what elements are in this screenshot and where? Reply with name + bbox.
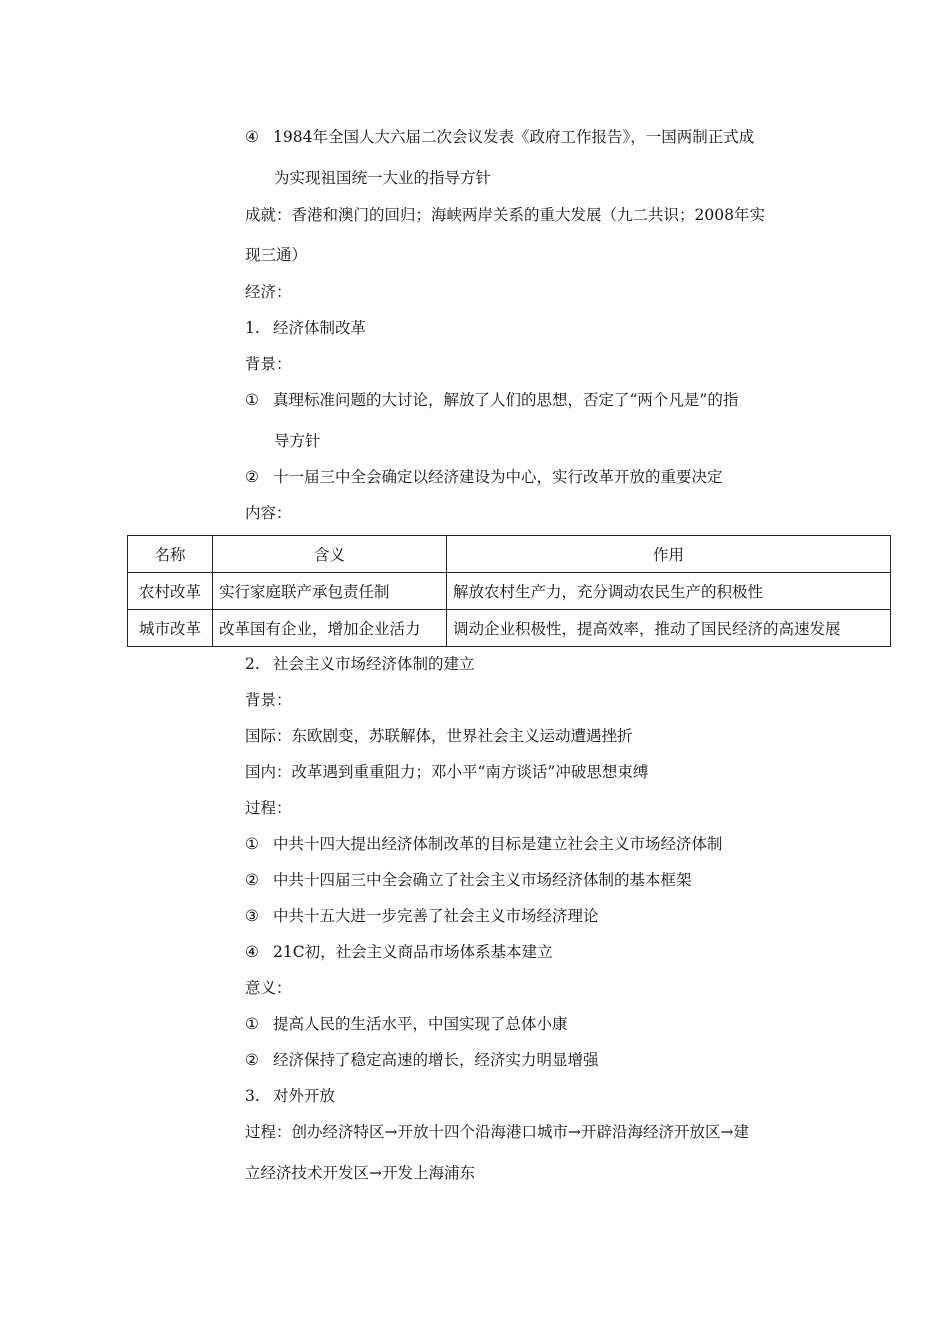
reform-table <box>127 535 891 647</box>
list-item <box>245 834 723 854</box>
item-text: 中共十四大提出经济体制改革的目标是建立社会主义市场经济体制 <box>273 835 723 853</box>
item-number: ② <box>245 468 259 486</box>
item-text: 1984年全国人大六届二次会议发表《政府工作报告》，一国两制正式成 <box>273 128 755 146</box>
table-cell: 农村改革 <box>128 573 213 610</box>
table-header-row <box>128 536 891 573</box>
process-label: 过程： <box>245 799 292 817</box>
item-number: ② <box>245 1051 259 1069</box>
table-cell: 解放农村生产力，充分调动农民生产的积极性 <box>447 573 891 610</box>
section-title-text: 对外开放 <box>273 1087 336 1105</box>
domestic-line: 国内：改革遇到重重阻力；邓小平“南方谈话”冲破思想束缚 <box>245 763 649 781</box>
item-text: 提高人民的生活水平，中国实现了总体小康 <box>273 1015 568 1033</box>
section-title <box>245 1086 335 1106</box>
item-number: ① <box>245 835 259 853</box>
item-continuation: 导方针 <box>274 432 321 450</box>
item-text: 经济保持了稳定高速的增长，经济实力明显增强 <box>273 1051 599 1069</box>
list-item <box>245 1014 568 1034</box>
section-number: 2. <box>245 655 260 673</box>
item-number: ④ <box>245 128 259 146</box>
table-cell: 城市改革 <box>128 610 213 647</box>
list-item <box>245 906 599 926</box>
process-continuation: 立经济技术开发区→开发上海浦东 <box>245 1164 475 1182</box>
section-title-text: 经济体制改革 <box>273 319 367 337</box>
process-line: 过程：创办经济特区→开放十四个沿海港口城市→开辟沿海经济开放区→建 <box>245 1123 749 1141</box>
list-item <box>245 942 553 962</box>
content-label: 内容： <box>245 504 292 522</box>
table-cell: 改革国有企业，增加企业活力 <box>213 610 447 647</box>
item-number: ② <box>245 871 259 889</box>
section-title <box>245 654 475 674</box>
item-number: ① <box>245 391 259 409</box>
item-text: 中共十四届三中全会确立了社会主义市场经济体制的基本框架 <box>273 871 692 889</box>
table-header-cell: 名称 <box>128 536 213 573</box>
achievement-continuation: 现三通） <box>245 246 308 264</box>
item-text: 中共十五大进一步完善了社会主义市场经济理论 <box>273 907 599 925</box>
section-number: 3. <box>245 1087 260 1105</box>
item-text: 真理标准问题的大讨论，解放了人们的思想，否定了“两个凡是”的指 <box>273 391 739 409</box>
background-label: 背景： <box>245 355 292 373</box>
background-label: 背景： <box>245 691 292 709</box>
section-title-text: 社会主义市场经济体制的建立 <box>273 655 475 673</box>
table-cell: 实行家庭联产承包责任制 <box>213 573 447 610</box>
item-text: 十一届三中全会确定以经济建设为中心，实行改革开放的重要决定 <box>273 468 723 486</box>
significance-label: 意义： <box>245 979 292 997</box>
achievement-line: 成就：香港和澳门的回归；海峡两岸关系的重大发展（九二共识；2008年实 <box>245 206 765 224</box>
table-header-cell: 作用 <box>447 536 891 573</box>
list-item <box>245 1050 599 1070</box>
table-row <box>128 610 891 647</box>
list-item <box>245 390 738 410</box>
item-text: 21C初，社会主义商品市场体系基本建立 <box>273 943 553 961</box>
item-continuation: 为实现祖国统一大业的指导方针 <box>274 169 492 187</box>
international-line: 国际：东欧剧变，苏联解体，世界社会主义运动遭遇挫折 <box>245 727 633 745</box>
list-item <box>245 467 723 487</box>
table-row <box>128 573 891 610</box>
table-header-cell: 含义 <box>213 536 447 573</box>
section-number: 1. <box>245 319 260 337</box>
table-cell: 调动企业积极性，提高效率，推动了国民经济的高速发展 <box>447 610 891 647</box>
section-title <box>245 318 366 338</box>
item-number: ③ <box>245 907 259 925</box>
item-number: ④ <box>245 943 259 961</box>
item-number: ① <box>245 1015 259 1033</box>
list-item <box>245 870 692 890</box>
list-item <box>245 127 754 147</box>
economy-heading: 经济： <box>245 283 292 301</box>
